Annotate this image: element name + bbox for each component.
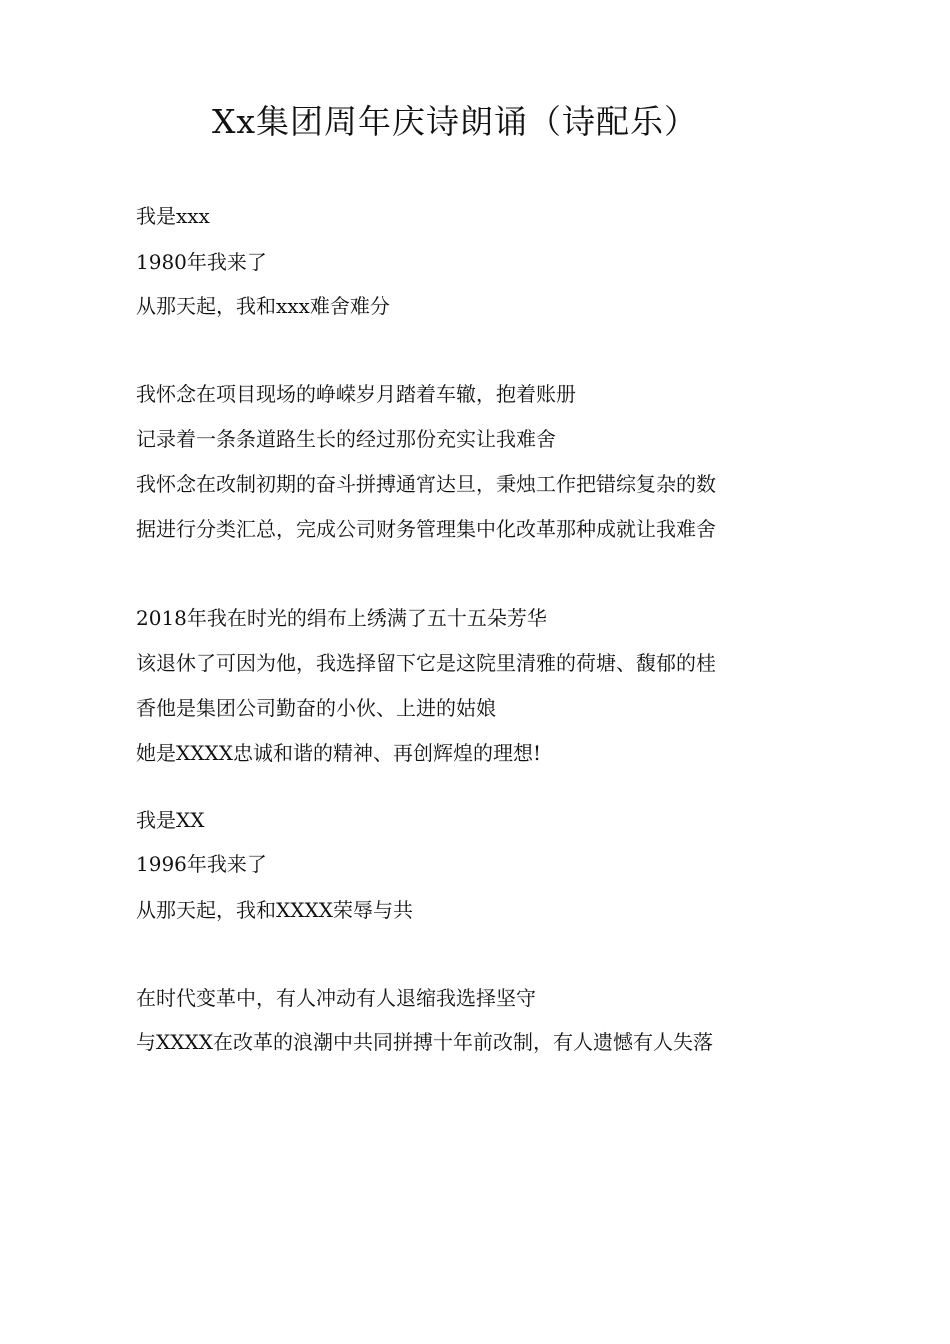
poem-line: 从那天起，我和xxx难舍难分 (136, 294, 390, 318)
poem-line: 1996年我来了 (136, 852, 267, 876)
poem-line: 据进行分类汇总，完成公司财务管理集中化改革那种成就让我难舍 (136, 517, 716, 541)
poem-line: 我是xxx (136, 204, 210, 228)
poem-line: 我怀念在改制初期的奋斗拼搏通宵达旦，秉烛工作把错综复杂的数 (136, 472, 716, 496)
document-title: Xx集团周年庆诗朗诵（诗配乐） (211, 102, 699, 141)
poem-line: 记录着一条条道路生长的经过那份充实让我难舍 (136, 427, 556, 451)
poem-line: 1980年我来了 (136, 250, 267, 274)
poem-line: 香他是集团公司勤奋的小伙、上进的姑娘 (136, 696, 496, 720)
poem-line: 在时代变革中，有人冲动有人退缩我选择坚守 (136, 986, 536, 1010)
poem-line: 2018年我在时光的绢布上绣满了五十五朵芳华 (136, 606, 547, 630)
poem-line: 我怀念在项目现场的峥嵘岁月踏着车辙，抱着账册 (136, 382, 576, 406)
poem-line: 该退休了可因为他，我选择留下它是这院里清雅的荷塘、馥郁的桂 (136, 651, 716, 675)
poem-line: 从那天起，我和XXXX荣辱与共 (136, 898, 413, 922)
poem-line: 我是XX (136, 808, 205, 832)
poem-line: 她是XXXX忠诚和谐的精神、再创辉煌的理想! (136, 741, 541, 765)
poem-line: 与XXXX在改革的浪潮中共同拼搏十年前改制，有人遗憾有人失落 (136, 1030, 713, 1054)
